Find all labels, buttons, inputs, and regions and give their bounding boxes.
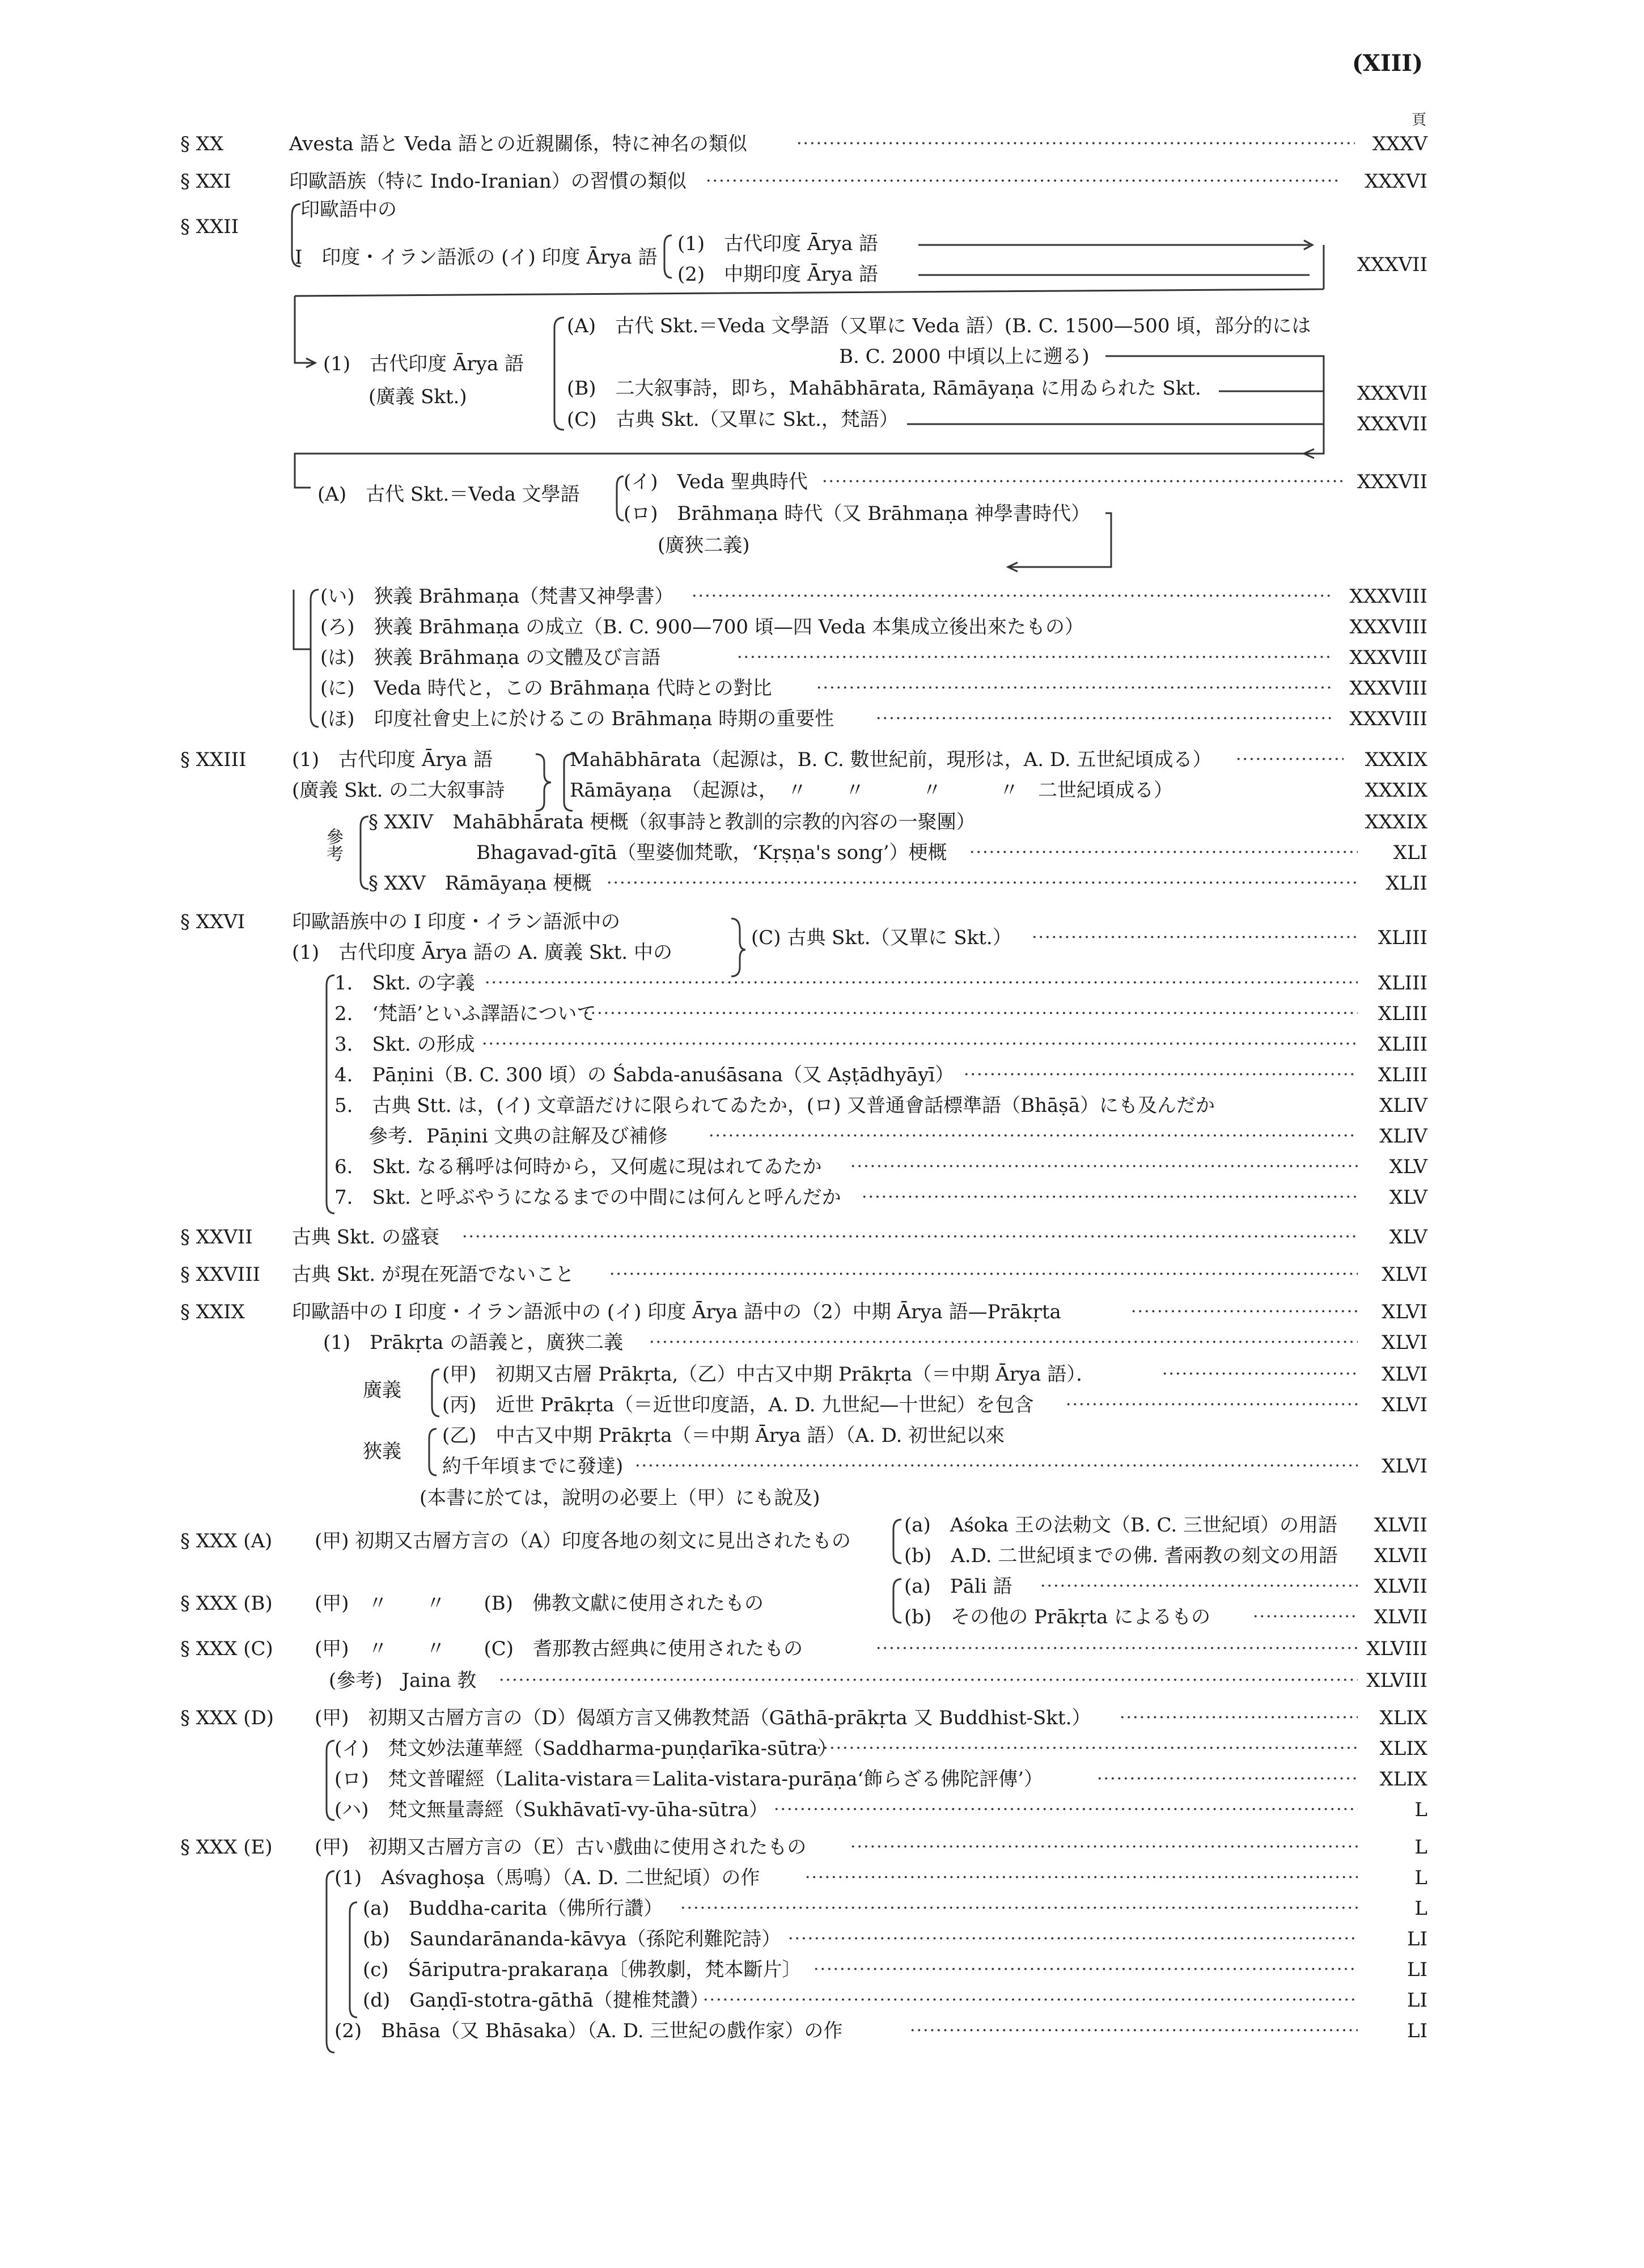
page-ref[interactable]: XLIX — [1379, 1707, 1427, 1729]
section-label: § XXX (E) — [180, 1836, 273, 1859]
page-ref[interactable]: XXXV — [1372, 133, 1427, 155]
entry-text: I 印度・イラン語派の (イ) 印度 Ārya 語 — [295, 246, 658, 269]
list-item: 2. ‘梵語’といふ譯語について — [334, 1002, 596, 1025]
entry-text: (1) 古代印度 Ārya 語 — [292, 748, 493, 771]
page-ref[interactable]: XLVI — [1382, 1363, 1427, 1386]
page-ref[interactable]: XXXVI — [1365, 170, 1427, 193]
page-ref[interactable]: XLIV — [1379, 1094, 1427, 1117]
list-item: 6. Skt. なる稱呼は何時から，又何處に現はれてゐたか — [334, 1156, 822, 1178]
leader-dots — [499, 1668, 1358, 1693]
page-ref[interactable]: XLIII — [1378, 1033, 1427, 1056]
entry-text: (參考) Jaina 教 — [329, 1669, 477, 1692]
entry-text: (は) 狹義 Brāhmaṇa の文體及び言語 — [320, 646, 661, 669]
entry-text: (イ) Veda 聖典時代 — [624, 471, 808, 493]
entry-text: (C) 古典 Skt.（又單に Skt.，梵語） — [567, 408, 899, 431]
entry-text: (甲) 〃 〃 (B) 佛教文獻に使用されたもの — [315, 1592, 764, 1615]
leader-dots — [609, 1262, 1358, 1287]
entry-text: § XXV Rāmāyaṇa 梗概 — [368, 872, 592, 895]
page-ref[interactable]: XXXVIII — [1349, 708, 1427, 730]
page-ref[interactable]: LI — [1406, 1928, 1427, 1950]
entry-text: (に) Veda 時代と，この Brāhmaṇa 代時との對比 — [320, 677, 772, 700]
entry-text: 約千年頃までに發達) — [442, 1455, 624, 1478]
reference-label: 參考 — [323, 828, 343, 862]
entry-text: (1) 古代印度 Ārya 語 — [677, 232, 879, 255]
section-label: § XXX (C) — [180, 1637, 273, 1660]
section-label: § XXVIII — [180, 1263, 261, 1286]
section-label: § XX — [180, 133, 224, 155]
leader-dots — [462, 1225, 1358, 1250]
page-ref[interactable]: XLVIII — [1366, 1637, 1427, 1660]
leader-dots — [680, 1896, 1358, 1921]
page-ref[interactable]: XXXVIII — [1349, 585, 1427, 608]
page-column-label: 頁 — [1412, 112, 1427, 129]
entry-text: (ろ) 狹義 Brāhmaṇa の成立（B. C. 900—700 頃—四 Veda 本集成立後出來たもの） — [320, 616, 1084, 638]
page-ref[interactable]: XLIX — [1379, 1768, 1427, 1791]
list-item: 5. 古典 Stt. は，(イ) 文章語だけに限られてゐたか，(ロ) 又普通會話標準語（Bhāṣā）にも及んだか — [334, 1094, 1215, 1117]
list-item: (ロ) 梵文普曜經（Lalita-vistara＝Lalita-vistara-purāṇa‘飾らざる佛陀評傳’） — [334, 1768, 1043, 1791]
label: 廣義 — [363, 1379, 401, 1402]
entry-text: (A) 古代 Skt.＝Veda 文學語（又單に Veda 語）(B. C. 1500—500 頃，部分的には — [567, 315, 1311, 337]
entry-text: B. C. 2000 中頃以上に遡る) — [839, 345, 1090, 368]
page-ref[interactable]: XXXIX — [1365, 748, 1427, 771]
leader-dots — [635, 1454, 1358, 1479]
section-label: § XXVI — [180, 911, 245, 933]
entry-text: (b) その他の Prākṛta によるもの — [904, 1606, 1211, 1628]
page-ref[interactable]: XXXVII — [1357, 382, 1427, 405]
entry-text: (A) 古代 Skt.＝Veda 文學語 — [317, 483, 580, 506]
leader-dots — [607, 871, 1358, 896]
entry-text: 印歐語中の — [300, 198, 397, 221]
list-item: (2) Bhāsa（又 Bhāsaka）（A. D. 三世紀の戲作家）の作 — [334, 2020, 843, 2042]
entry-text: (甲) 初期又古層 Prākṛta,（乙）中古又中期 Prākṛta（＝中期 Ārya 語）． — [442, 1363, 1096, 1386]
page-ref[interactable]: XXXVII — [1357, 413, 1427, 435]
page-ref[interactable]: XLVI — [1382, 1394, 1427, 1416]
page-number: (XIII) — [1352, 50, 1423, 77]
leader-dots — [692, 584, 1332, 609]
entry-text: (B) 二大叙事詩，即ち，Mahābhārata, Rāmāyaṇa に用ゐられた Skt. — [567, 377, 1201, 400]
entry-text: 古典 Skt. の盛衰 — [292, 1226, 439, 1249]
page-ref[interactable]: XLV — [1389, 1226, 1427, 1249]
list-item: (イ) 梵文妙法蓮華經（Saddharma-puṇḍarīka-sūtra） — [334, 1737, 837, 1760]
list-item: (b) Saundarānanda-kāvya（孫陀利難陀詩） — [363, 1928, 781, 1950]
list-item: (1) Aśvaghoṣa（馬鳴）（A. D. 二世紀頃）の作 — [334, 1867, 760, 1889]
page-ref[interactable]: XLVIII — [1366, 1669, 1427, 1692]
entry-text: (1) 古代印度 Ārya 語 — [323, 353, 524, 375]
entry-text: (甲) 初期又古層方言の（D）偈頌方言又佛教梵語（Gāthā-prākṛta 又 Buddhist-Skt.） — [315, 1707, 1091, 1729]
page-ref[interactable]: XLI — [1393, 841, 1427, 864]
entry-text: 古典 Skt. が現在死語でないこと — [292, 1263, 574, 1286]
entry-text: (甲) 〃 〃 (C) 耆那教古經典に使用されたもの — [315, 1637, 803, 1660]
entry-text: Mahābhārata（起源は，B. C. 數世紀前，現形は，A. D. 五世紀頃成る） — [570, 748, 1212, 771]
page-ref[interactable]: XLVI — [1382, 1331, 1427, 1354]
entry-text: (ロ) Brāhmaṇa 時代（又 Brāhmaṇa 神學書時代） — [624, 502, 1091, 525]
page-ref[interactable]: XLVI — [1382, 1263, 1427, 1286]
entry-text: (b) A.D. 二世紀頃までの佛. 耆兩教の刻文の用語 — [904, 1545, 1338, 1567]
entry-text: (a) Aśoka 王の法勅文（B. C. 三世紀頃）の用語 — [904, 1514, 1337, 1537]
entry-text: (廣義 Skt. の二大叙事詩 — [292, 779, 505, 802]
list-item: (a) Buddha-carita（佛所行讚） — [363, 1897, 663, 1920]
entry-text: (廣義 Skt.) — [368, 386, 467, 408]
page-ref[interactable]: L — [1414, 1867, 1427, 1889]
page-ref[interactable]: XLVI — [1382, 1455, 1427, 1478]
entry-text: Avesta 語と Veda 語との近親關係，特に神名の類似 — [289, 133, 747, 155]
list-item: 參考．Pāṇini 文典の註解及び補修 — [368, 1125, 668, 1148]
page-ref[interactable]: L — [1414, 1897, 1427, 1920]
list-item: 1. Skt. の字義 — [334, 972, 475, 995]
page-ref[interactable]: XLVII — [1374, 1514, 1427, 1537]
list-item: (c) Śāriputra-prakaraṇa〔佛教劇，梵本斷片〕 — [363, 1958, 802, 1981]
page-ref[interactable]: XLV — [1389, 1186, 1427, 1209]
section-label: § XXX (A) — [180, 1530, 273, 1552]
section-label: § XXIX — [180, 1301, 245, 1323]
page-ref[interactable]: XLIII — [1378, 1002, 1427, 1025]
entry-text: (1) 古代印度 Ārya 語の A. 廣義 Skt. 中の — [292, 941, 673, 964]
label: 狹義 — [363, 1440, 401, 1463]
entry-text: Rāmāyaṇa （起源は， 〃 〃 〃 〃 二世紀頃成る） — [570, 779, 1173, 802]
entry-text: (2) 中期印度 Ārya 語 — [677, 263, 879, 286]
page-ref[interactable]: XLII — [1385, 872, 1427, 895]
leader-dots — [737, 645, 1332, 670]
leader-dots — [485, 971, 1358, 996]
page-ref[interactable]: XLIII — [1378, 1064, 1427, 1086]
entry-text: (丙) 近世 Prākṛta（＝近世印度語，A. D. 九世紀—十世紀）を包含 — [442, 1394, 1034, 1416]
entry-text: 印歐語族（特に Indo-Iranian）の習慣の類似 — [289, 170, 687, 193]
entry-text: (甲) 初期又古層方言の（A）印度各地の刻文に見出されたもの — [315, 1530, 851, 1552]
section-label: § XXVII — [180, 1226, 253, 1249]
entry-text: 印歐語中の I 印度・イラン語派中の (イ) 印度 Ārya 語中の（2）中期 Ārya 語—Prākṛta — [292, 1301, 1061, 1323]
page-ref[interactable]: XLVI — [1382, 1301, 1427, 1323]
entry-text: (C) 古典 Skt.（又單に Skt.） — [751, 926, 1012, 949]
list-item: 4. Pāṇini（B. C. 300 頃）の Śabda-anuśāsana（又 Aṣṭādhyāyī） — [334, 1064, 955, 1086]
leader-dots — [482, 1032, 1358, 1057]
leader-dots — [584, 1001, 1358, 1026]
page-ref[interactable]: XLV — [1389, 1156, 1427, 1178]
leader-dots — [816, 676, 1332, 701]
list-item: (d) Gaṇḍī-stotra-gāthā（揵椎梵讚） — [363, 1989, 709, 2012]
page-ref[interactable]: LI — [1406, 2020, 1427, 2042]
list-item: 7. Skt. と呼ぶやうになるまでの中間には何んと呼んだか — [334, 1186, 841, 1209]
section-label: § XXIII — [180, 748, 247, 771]
list-item: 3. Skt. の形成 — [334, 1033, 475, 1056]
page-ref[interactable]: XLVII — [1374, 1545, 1427, 1567]
page-ref[interactable]: XLIII — [1378, 926, 1427, 949]
page-ref[interactable]: L — [1414, 1799, 1427, 1821]
page-ref[interactable]: XXXVII — [1357, 253, 1427, 276]
entry-text: (ほ) 印度社會史上に於けるこの Brāhmaṇa 時期の重要性 — [320, 708, 834, 730]
page-ref[interactable]: XXXVIII — [1349, 616, 1427, 638]
entry-text: Bhagavad-gītā（聖婆伽梵歌，‘Kṛṣṇa's song’）梗概 — [476, 841, 947, 864]
section-label: § XXII — [180, 215, 239, 238]
page-ref[interactable]: XLVII — [1374, 1606, 1427, 1628]
entry-text: (甲) 初期又古層方言の（E）古い戲曲に使用されたもの — [315, 1836, 807, 1859]
entry-text: (a) Pāli 語 — [904, 1575, 1012, 1598]
page-ref[interactable]: LI — [1406, 1958, 1427, 1981]
entry-text: (廣狹二義) — [658, 534, 750, 557]
page-ref[interactable]: XXXVIII — [1349, 646, 1427, 669]
list-item: (ハ) 梵文無量壽經（Sukhāvatī-vy-ūha-sūtra） — [334, 1799, 768, 1821]
entry-text: (1) Prākṛta の語義と，廣狹二義 — [323, 1331, 624, 1354]
section-label: § XXX (B) — [180, 1592, 273, 1615]
page-ref[interactable]: XXXVII — [1357, 471, 1427, 493]
section-label: § XXI — [180, 170, 231, 193]
page-ref[interactable]: XXXVIII — [1349, 677, 1427, 700]
note: (本書に於ては，說明の必要上（甲）にも說及) — [420, 1487, 820, 1509]
page-ref[interactable]: L — [1414, 1836, 1427, 1859]
page-ref[interactable]: XXXIX — [1365, 779, 1427, 802]
entry-text: § XXIV Mahābhārata 梗概（叙事詩と教訓的宗教的內容の一聚團） — [368, 811, 976, 833]
brace-xxii-right — [664, 235, 672, 278]
section-label: § XXX (D) — [180, 1707, 274, 1729]
page-ref[interactable]: XXXIX — [1365, 811, 1427, 833]
entry-text: (乙) 中古又中期 Prākṛta（＝中期 Ārya 語）（A. D. 初世紀以來 — [442, 1424, 1005, 1447]
leader-dots — [649, 1330, 1358, 1355]
entry-text: 印歐語族中の I 印度・イラン語派中の — [292, 911, 621, 933]
page-ref[interactable]: LI — [1406, 1989, 1427, 2012]
page-ref[interactable]: XLIII — [1378, 972, 1427, 995]
page-ref[interactable]: XLVII — [1374, 1575, 1427, 1598]
entry-text: (い) 狹義 Brāhmaṇa（梵書又神學書） — [320, 585, 674, 608]
page-ref[interactable]: XLIX — [1379, 1737, 1427, 1760]
page-ref[interactable]: XLIV — [1379, 1125, 1427, 1148]
leader-dots — [706, 169, 1341, 194]
